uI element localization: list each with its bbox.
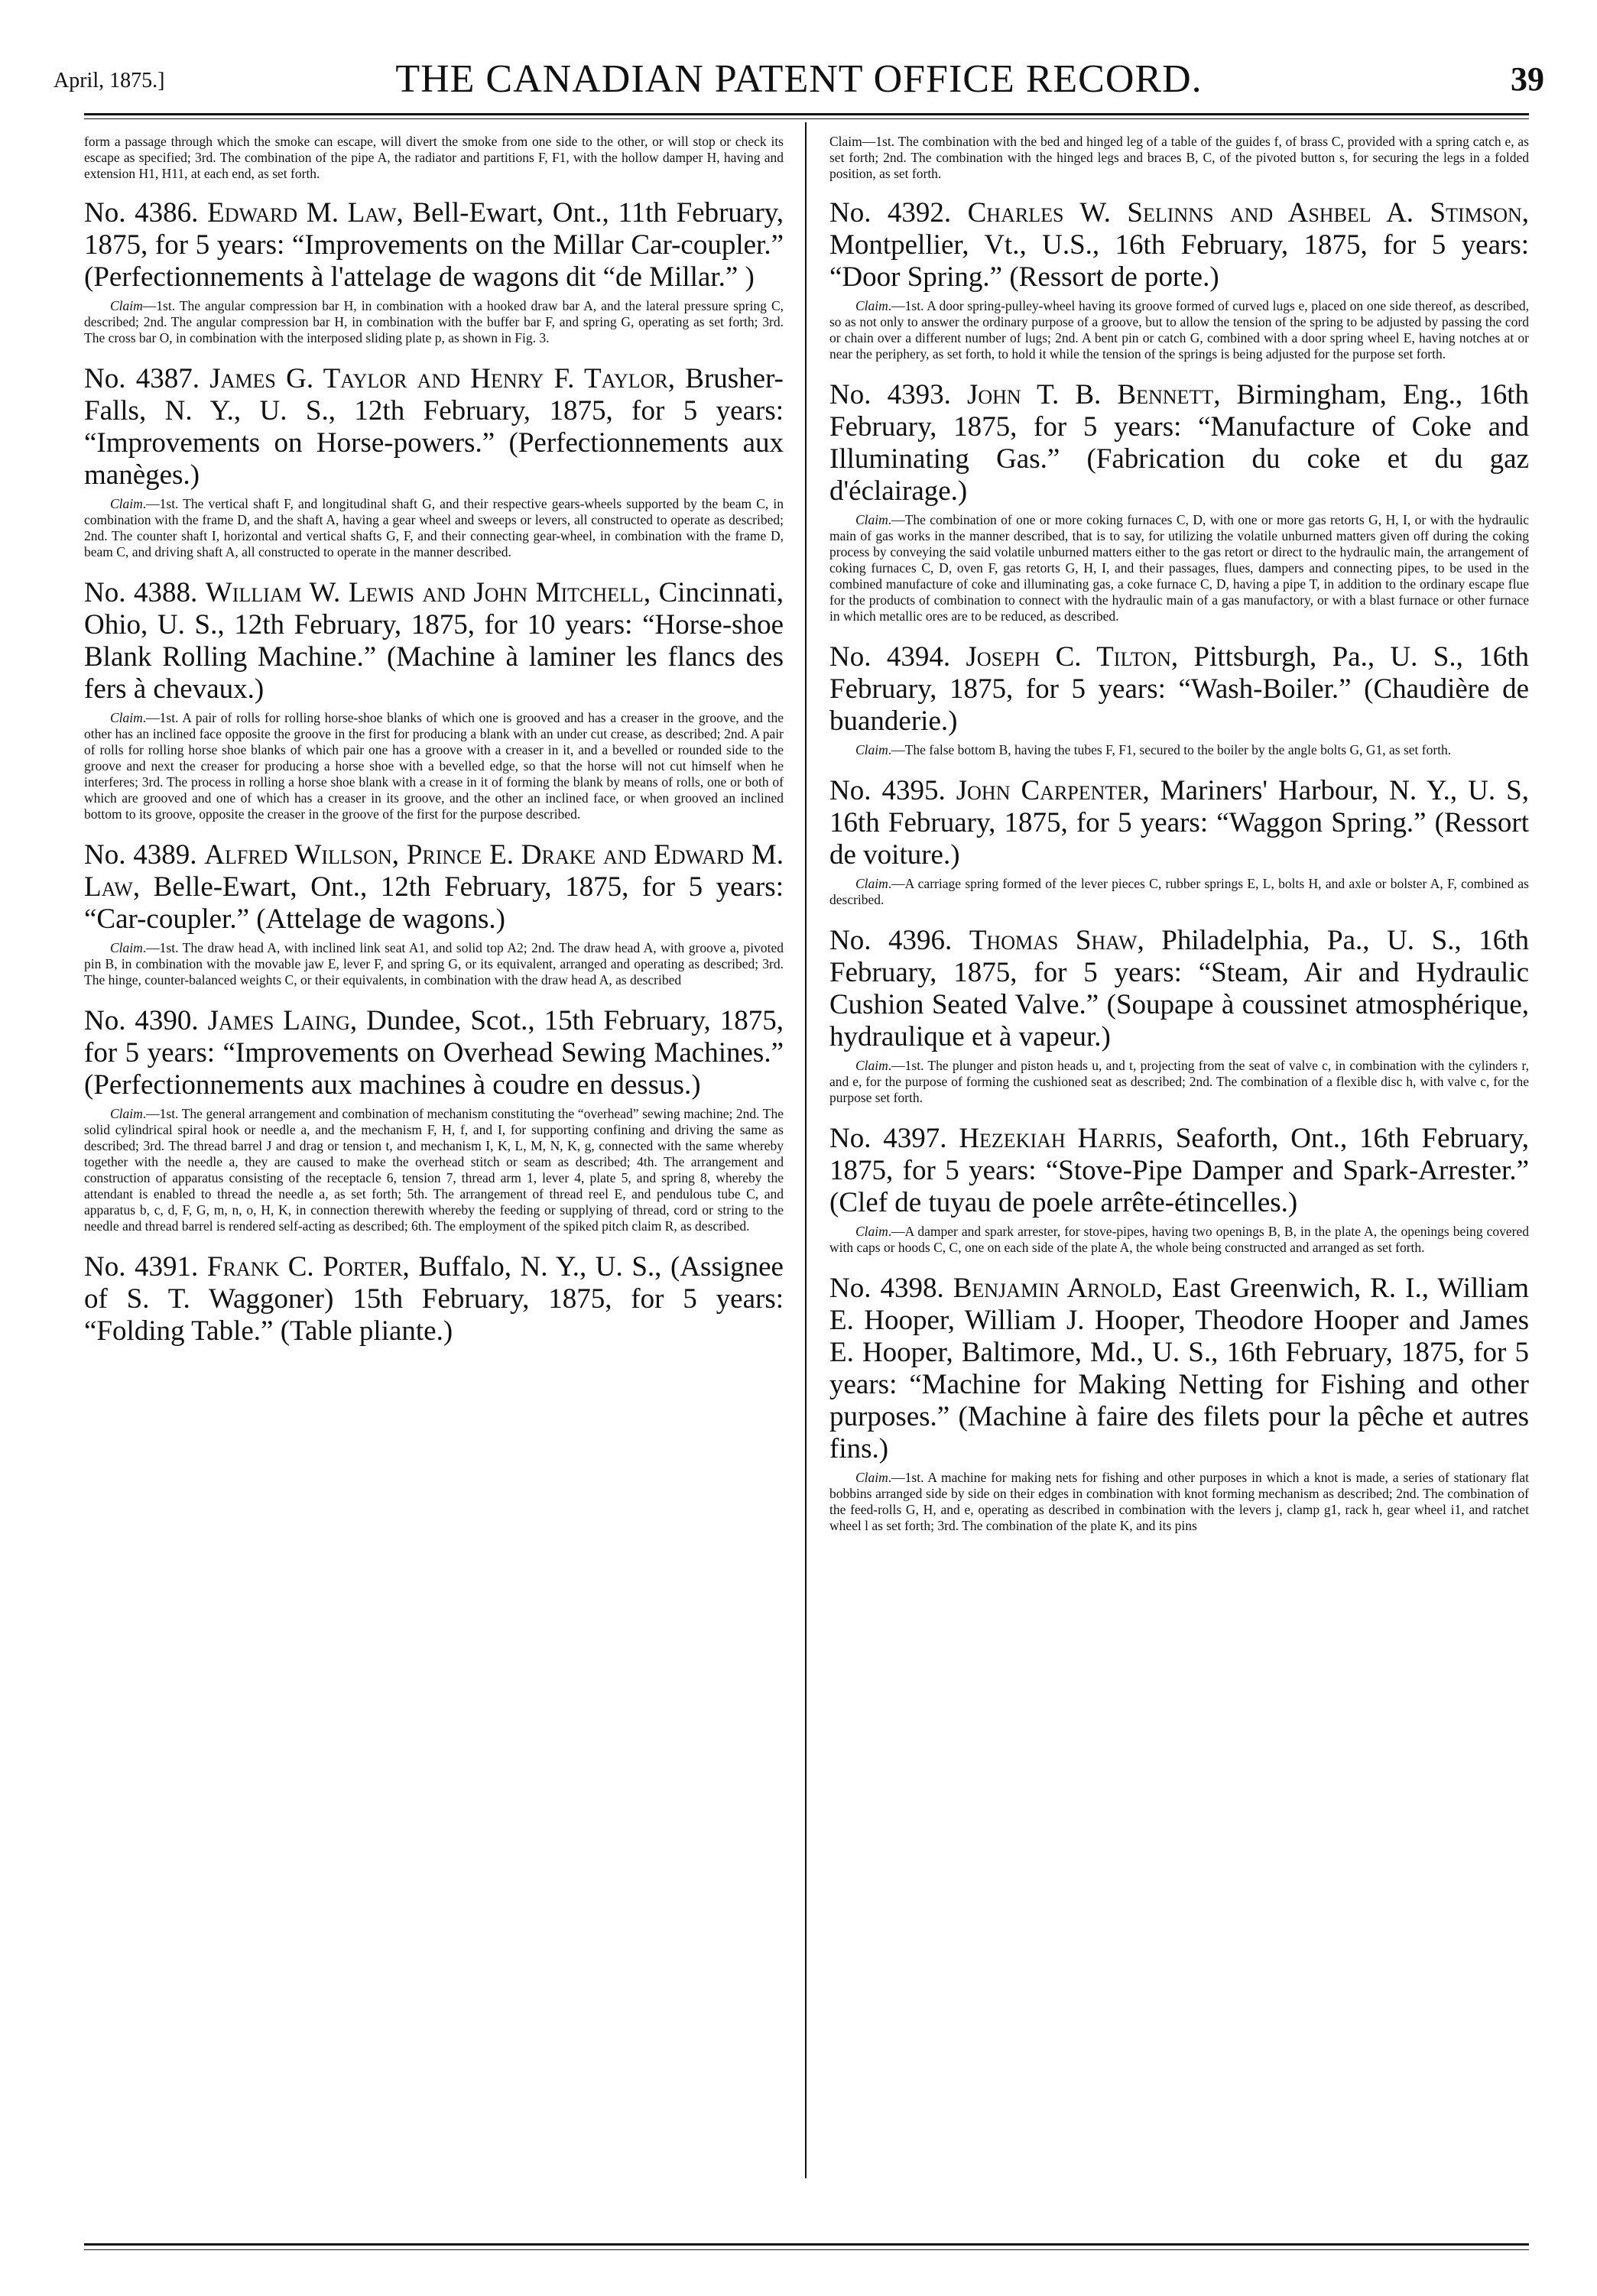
patent-number: No. 4396. xyxy=(829,925,953,956)
patent-entry xyxy=(84,1251,784,1347)
patent-number: No. 4390. xyxy=(84,1005,199,1036)
patent-claim xyxy=(84,1106,784,1234)
patentee-name: Benjamin Arnold xyxy=(953,1273,1156,1304)
patentee-name: John Carpenter xyxy=(956,775,1143,806)
patent-claim xyxy=(84,710,784,822)
patent-number: No. 4389. xyxy=(84,839,197,871)
patent-entry xyxy=(84,577,784,822)
patent-details: , Dundee, Scot., 15th February, 1875, for 5 years: “Improvements on Overhead Sewing Machines.” (Perfectionnements aux machines à coudre en dessus.) xyxy=(84,1005,784,1101)
claim-label: Claim xyxy=(110,1106,143,1121)
patent-entries-left xyxy=(84,197,784,1347)
continued-claim-fragment: form a passage through which the smoke can escape, will divert the smoke from one side to the other, or will stop or check its escape as specified; 3rd. The combination of the pipe A, the radiator and partitions F, F1, with the hollow damper H, having and extension H1, H11, at each end, as set forth. xyxy=(84,134,784,181)
patentee-name: Thomas Shaw xyxy=(969,925,1138,956)
patent-heading xyxy=(84,839,784,936)
claim-text: .—The false bottom B, having the tubes F, F1, secured to the boiler by the angle bolts G, G1, as set forth. xyxy=(888,742,1452,757)
patent-claim xyxy=(829,512,1529,624)
claim-label: Claim xyxy=(855,512,888,527)
patentee-name: William W. Lewis and John Mitchell xyxy=(205,577,644,608)
patent-number: No. 4395. xyxy=(829,775,946,806)
patent-number: No. 4398. xyxy=(829,1273,944,1304)
patent-entry xyxy=(84,839,784,988)
patent-claim xyxy=(84,496,784,560)
patentee-name: Charles W. Selinns and Ashbel A. Stimson xyxy=(967,197,1522,229)
patent-heading xyxy=(84,363,784,491)
claim-label: Claim xyxy=(855,742,888,757)
patent-number: No. 4393. xyxy=(829,379,951,410)
patent-heading xyxy=(84,1005,784,1101)
patent-heading xyxy=(829,379,1529,508)
patent-claim xyxy=(829,298,1529,362)
right-column xyxy=(829,134,1529,1551)
patentee-name: John T. B. Bennett xyxy=(966,379,1214,410)
claim-text: .—The combination of one or more coking furnaces C, D, with one or more gas retorts G, H, I, or with the hydraulic main of gas works in the manner described, that is to say, for utilizing the volatile unburned matters given off during the coking process by conveying the said volatile unburned matters either to the gas retort or direct to the hydraulic main, the arrangement of coking furnaces C, D, oven F, gas retorts G, H, I, and their passages, flues, dampers and connecting pipes, to be used in the combined manufacture of coke and illuminating gas, a coke furnace C, D, having a pipe T, in addition to the ordinary escape flue for the products of combination to connect with the hydraulic main of a gas manufactory, or with a blast furnace or other furnace in which metallic ores are to be reduced, as described. xyxy=(829,512,1529,624)
patent-heading xyxy=(829,1123,1529,1219)
patent-number: No. 4392. xyxy=(829,197,952,229)
top-rule-thin xyxy=(84,118,1529,119)
patent-claim xyxy=(829,742,1529,758)
patent-details: , Seaforth, Ont., 16th February, 1875, for 5 years: “Stove-Pipe Damper and Spark-Arrester.” (Clef de tuyau de poele arrête-étincelles.) xyxy=(829,1123,1529,1218)
claim-label: Claim xyxy=(110,496,143,511)
patentee-name: James G. Taylor and Henry F. Taylor xyxy=(209,363,668,394)
patent-entry xyxy=(84,1005,784,1234)
patent-heading xyxy=(829,1273,1529,1465)
claim-text: .—1st. A door spring-pulley-wheel having its groove formed of curved lugs e, placed on one side thereof, as described, so as not only to answer the ordinary purpose of a groove, but to allow the tension of the spring to be adjusted by passing the cord or chain over a different number of lugs; 2nd. A bent pin or catch G, combined with a door spring wheel E, having notches at or near the periphery, as set forth, to hold it while the tension of the springs is being adjusted for the purpose set forth. xyxy=(829,298,1529,362)
patent-entry xyxy=(829,197,1529,362)
patent-entry xyxy=(829,775,1529,908)
patent-number: No. 4394. xyxy=(829,641,951,673)
claim-label: Claim xyxy=(110,710,143,725)
claim-text: .—1st. The plunger and piston heads u, and t, projecting from the seat of valve c, in combination with the cylinders r, and e, for the purpose of forming the cushioned seat as described; 2nd. The combination of a flexible disc h, with valve c, for the purpose set forth. xyxy=(829,1058,1529,1105)
patent-claim xyxy=(829,876,1529,908)
left-column xyxy=(84,134,784,1364)
patentee-name: Edward M. Law xyxy=(207,197,397,229)
top-rule xyxy=(84,113,1529,115)
page-header xyxy=(54,46,1544,99)
patent-entry xyxy=(829,1123,1529,1256)
claim-text: .—A carriage spring formed of the lever pieces C, rubber springs E, L, bolts H, and axle or bolster A, F, combined as described. xyxy=(829,876,1529,907)
bottom-rule xyxy=(84,2243,1529,2246)
claim-label: Claim xyxy=(110,298,143,313)
patent-number: No. 4388. xyxy=(84,577,198,608)
patentee-name: Hezekiah Harris xyxy=(959,1123,1157,1154)
patent-entry xyxy=(829,379,1529,624)
patent-details: , Montpellier, Vt., U.S., 16th February, 1875, for 5 years: “Door Spring.” (Ressort de porte.) xyxy=(829,197,1529,293)
claim-text: .—1st. A pair of rolls for rolling horse-shoe blanks of which one is grooved and has a creaser in the groove, and the other has an inclined face opposite the groove in the first for producing a blank with an under cut crease, as described; 2nd. A pair of rolls for rolling horse shoe blanks of which pair one has a groove with a creaser in it, and a bevelled or rounded side to the groove and next the creaser for producing a horse shoe with a bevelled edge, so that the horse will not cut himself when he interferes; 3rd. The process in rolling a horse shoe blank with a crease in it of forming the blank by means of rolls, one or both of which are grooved and one of which has a creaser in its groove, and the other an inclined face, or when grooved an inclined bottom to its groove, opposite the creaser in the groove of the first for the purpose described. xyxy=(84,710,784,822)
patent-entries-right xyxy=(829,197,1529,1534)
patent-heading xyxy=(829,925,1529,1053)
claim-text: .—A damper and spark arrester, for stove-pipes, having two openings B, B, in the plate A, the openings being covered with caps or hoods C, C, one on each side of the plate A, the whole being constructed and arranged as set forth. xyxy=(829,1224,1529,1255)
publication-title: THE CANADIAN PATENT OFFICE RECORD. xyxy=(395,57,1203,101)
patentee-name: Alfred Willson, Prince E. Drake and Edward M. Law xyxy=(84,839,784,903)
patent-details: , Mariners' Harbour, N. Y., U. S, 16th February, 1875, for 5 years: “Waggon Spring.” (Ressort de voiture.) xyxy=(829,775,1529,871)
patent-claim xyxy=(84,298,784,346)
claim-text: .—1st. The general arrangement and combination of mechanism constituting the “overhead” sewing machine; 2nd. The solid cylindrical spiral hook or needle a, and the mechanism F, H, f, and I, for supporting confining and driving the same as described; 3rd. The thread barrel J and drag or tension t, and mechanism I, K, L, M, N, K, g, connected with the same whereby together with the needle a, they are caused to make the overhead stitch or seam as described; 4th. The arrangement and construction of apparatus consisting of the receptacle 6, tension 7, thread arm 1, lever 4, plate 5, and spring 8, whereby the attendant is enabled to thread the needle a, as set forth; 5th. The arrangement of thread reel E, and pendulous tube C, and apparatus b, c, d, F, G, m, n, o, H, K, in connection therewith whereby the feeding or supplying of thread, cord or string to the needle and thread barrel is rendered self-acting as described; 6th. The employment of the spiked pitch claim R, as described. xyxy=(84,1106,784,1234)
claim-text: —1st. The angular compression bar H, in combination with a hooked draw bar A, and the lateral pressure spring C, described; 2nd. The angular compression bar H, in combination with the buffer bar F, and spring G, operating as set forth; 3rd. The cross bar O, in combination with the interposed sliding plate p, as shown in Fig. 3. xyxy=(84,298,784,345)
patent-claim xyxy=(829,1224,1529,1256)
patent-claim xyxy=(829,1470,1529,1534)
patent-entry xyxy=(829,1273,1529,1534)
patent-entry xyxy=(829,925,1529,1106)
patent-heading xyxy=(829,641,1529,738)
patent-details: , Pittsburgh, Pa., U. S., 16th February, 1875, for 5 years: “Wash-Boiler.” (Chaudière de buanderie.) xyxy=(829,641,1529,737)
column-divider xyxy=(805,122,807,2178)
patent-number: No. 4397. xyxy=(829,1123,947,1154)
patent-heading xyxy=(84,577,784,705)
patent-heading xyxy=(84,1251,784,1347)
patent-claim xyxy=(829,1058,1529,1106)
continued-claim-fragment: Claim—1st. The combination with the bed and hinged leg of a table of the guides f, of brass C, provided with a spring catch e, as set forth; 2nd. The combination with the hinged legs and braces B, C, of the pivoted button s, for securing the legs in a folded position, as set forth. xyxy=(829,134,1529,181)
patent-details: , Belle-Ewart, Ont., 12th February, 1875, for 5 years: “Car-coupler.” (Attelage de wagons.) xyxy=(84,871,784,935)
issue-date: April, 1875.] xyxy=(54,69,165,92)
claim-label: Claim xyxy=(855,876,888,891)
patentee-name: James Laing xyxy=(207,1005,350,1036)
patent-details: , Birmingham, Eng., 16th February, 1875, for 5 years: “Manufacture of Coke and Illuminating Gas.” (Fabrication du coke et du gaz d'éclairage.) xyxy=(829,379,1529,507)
patent-details: , Buffalo, N. Y., U. S., (Assignee of S. T. Waggoner) 15th February, 1875, for 5 years: “Folding Table.” (Table pliante.) xyxy=(84,1251,784,1347)
patent-heading xyxy=(829,197,1529,293)
claim-text: .—1st. The vertical shaft F, and longitudinal shaft G, and their respective gears-wheels supported by the beam C, in combination with the frame D, and the shaft A, having a gear wheel and sweeps or levers, all constructed to operate as described; 2nd. The counter shaft I, horizontal and vertical shafts G, F, and their connecting gear-wheel, in combination with the frame D, beam C, and driving shaft A, all constructed to operate in the manner described. xyxy=(84,496,784,559)
patent-claim xyxy=(84,940,784,988)
patent-number: No. 4387. xyxy=(84,363,200,394)
patent-details: , Bell-Ewart, Ont., 11th February, 1875, for 5 years: “Improvements on the Millar Car-coupler.” (Perfectionnements à l'attelage de wagons dit “de Millar.” ) xyxy=(84,197,784,293)
patent-entry xyxy=(829,641,1529,758)
patentee-name: Frank C. Porter xyxy=(206,1251,403,1283)
patent-details: , Philadelphia, Pa., U. S., 16th February, 1875, for 5 years: “Steam, Air and Hydraulic Cushion Seated Valve.” (Soupape à coussinet atmosphérique, hydraulique et à vapeur.) xyxy=(829,925,1529,1052)
patent-number: No. 4391. xyxy=(84,1251,199,1283)
claim-text: .—1st. A machine for making nets for fishing and other purposes in which a knot is made, a series of stationary flat bobbins arranged side by side on their edges in combination with knot forming mechanism as described; 2nd. The combination of the feed-rolls G, H, and e, operating as described in combination with the levers j, clamp g1, rack h, gear wheel i1, and ratchet wheel l as set forth; 3rd. The combination of the plate K, and its pins xyxy=(829,1470,1529,1533)
patentee-name: Joseph C. Tilton xyxy=(966,641,1171,673)
patent-heading xyxy=(84,197,784,293)
patent-details: , Brusher-Falls, N. Y., U. S., 12th February, 1875, for 5 years: “Improvements on Horse-powers.” (Perfectionnements aux manèges.) xyxy=(84,363,784,491)
claim-label: Claim xyxy=(855,1224,888,1239)
bottom-rule-thin xyxy=(84,2249,1529,2250)
claim-label: Claim xyxy=(855,1058,888,1073)
claim-label: Claim xyxy=(855,298,888,313)
patent-heading xyxy=(829,775,1529,871)
page-number: 39 xyxy=(1511,60,1544,98)
patent-entry xyxy=(84,197,784,346)
patent-details: , East Greenwich, R. I., William E. Hooper, William J. Hooper, Theodore Hooper and James E. Hooper, Baltimore, Md., U. S., 16th February, 1875, for 5 years: “Machine for Making Netting for Fishing and other purposes.” (Machine à faire des filets pour la pêche et autres fins.) xyxy=(829,1273,1530,1464)
patent-details: , Cincinnati, Ohio, U. S., 12th February, 1875, for 10 years: “Horse-shoe Blank Rolling Machine.” (Machine à laminer les flancs des fers à chevaux.) xyxy=(84,577,784,705)
patent-entry xyxy=(84,363,784,560)
patent-number: No. 4386. xyxy=(84,197,199,229)
claim-text: .—1st. The draw head A, with inclined link seat A1, and solid top A2; 2nd. The draw head A, with groove a, pivoted pin B, in combination with the movable jaw E, lever F, and spring G, or its equivalent, arranged and operating as described; 3rd. The hinge, counter-balanced weights C, or their equivalents, in combination with the draw head A, as described xyxy=(84,940,784,987)
claim-label: Claim xyxy=(110,940,143,955)
claim-label: Claim xyxy=(855,1470,888,1485)
